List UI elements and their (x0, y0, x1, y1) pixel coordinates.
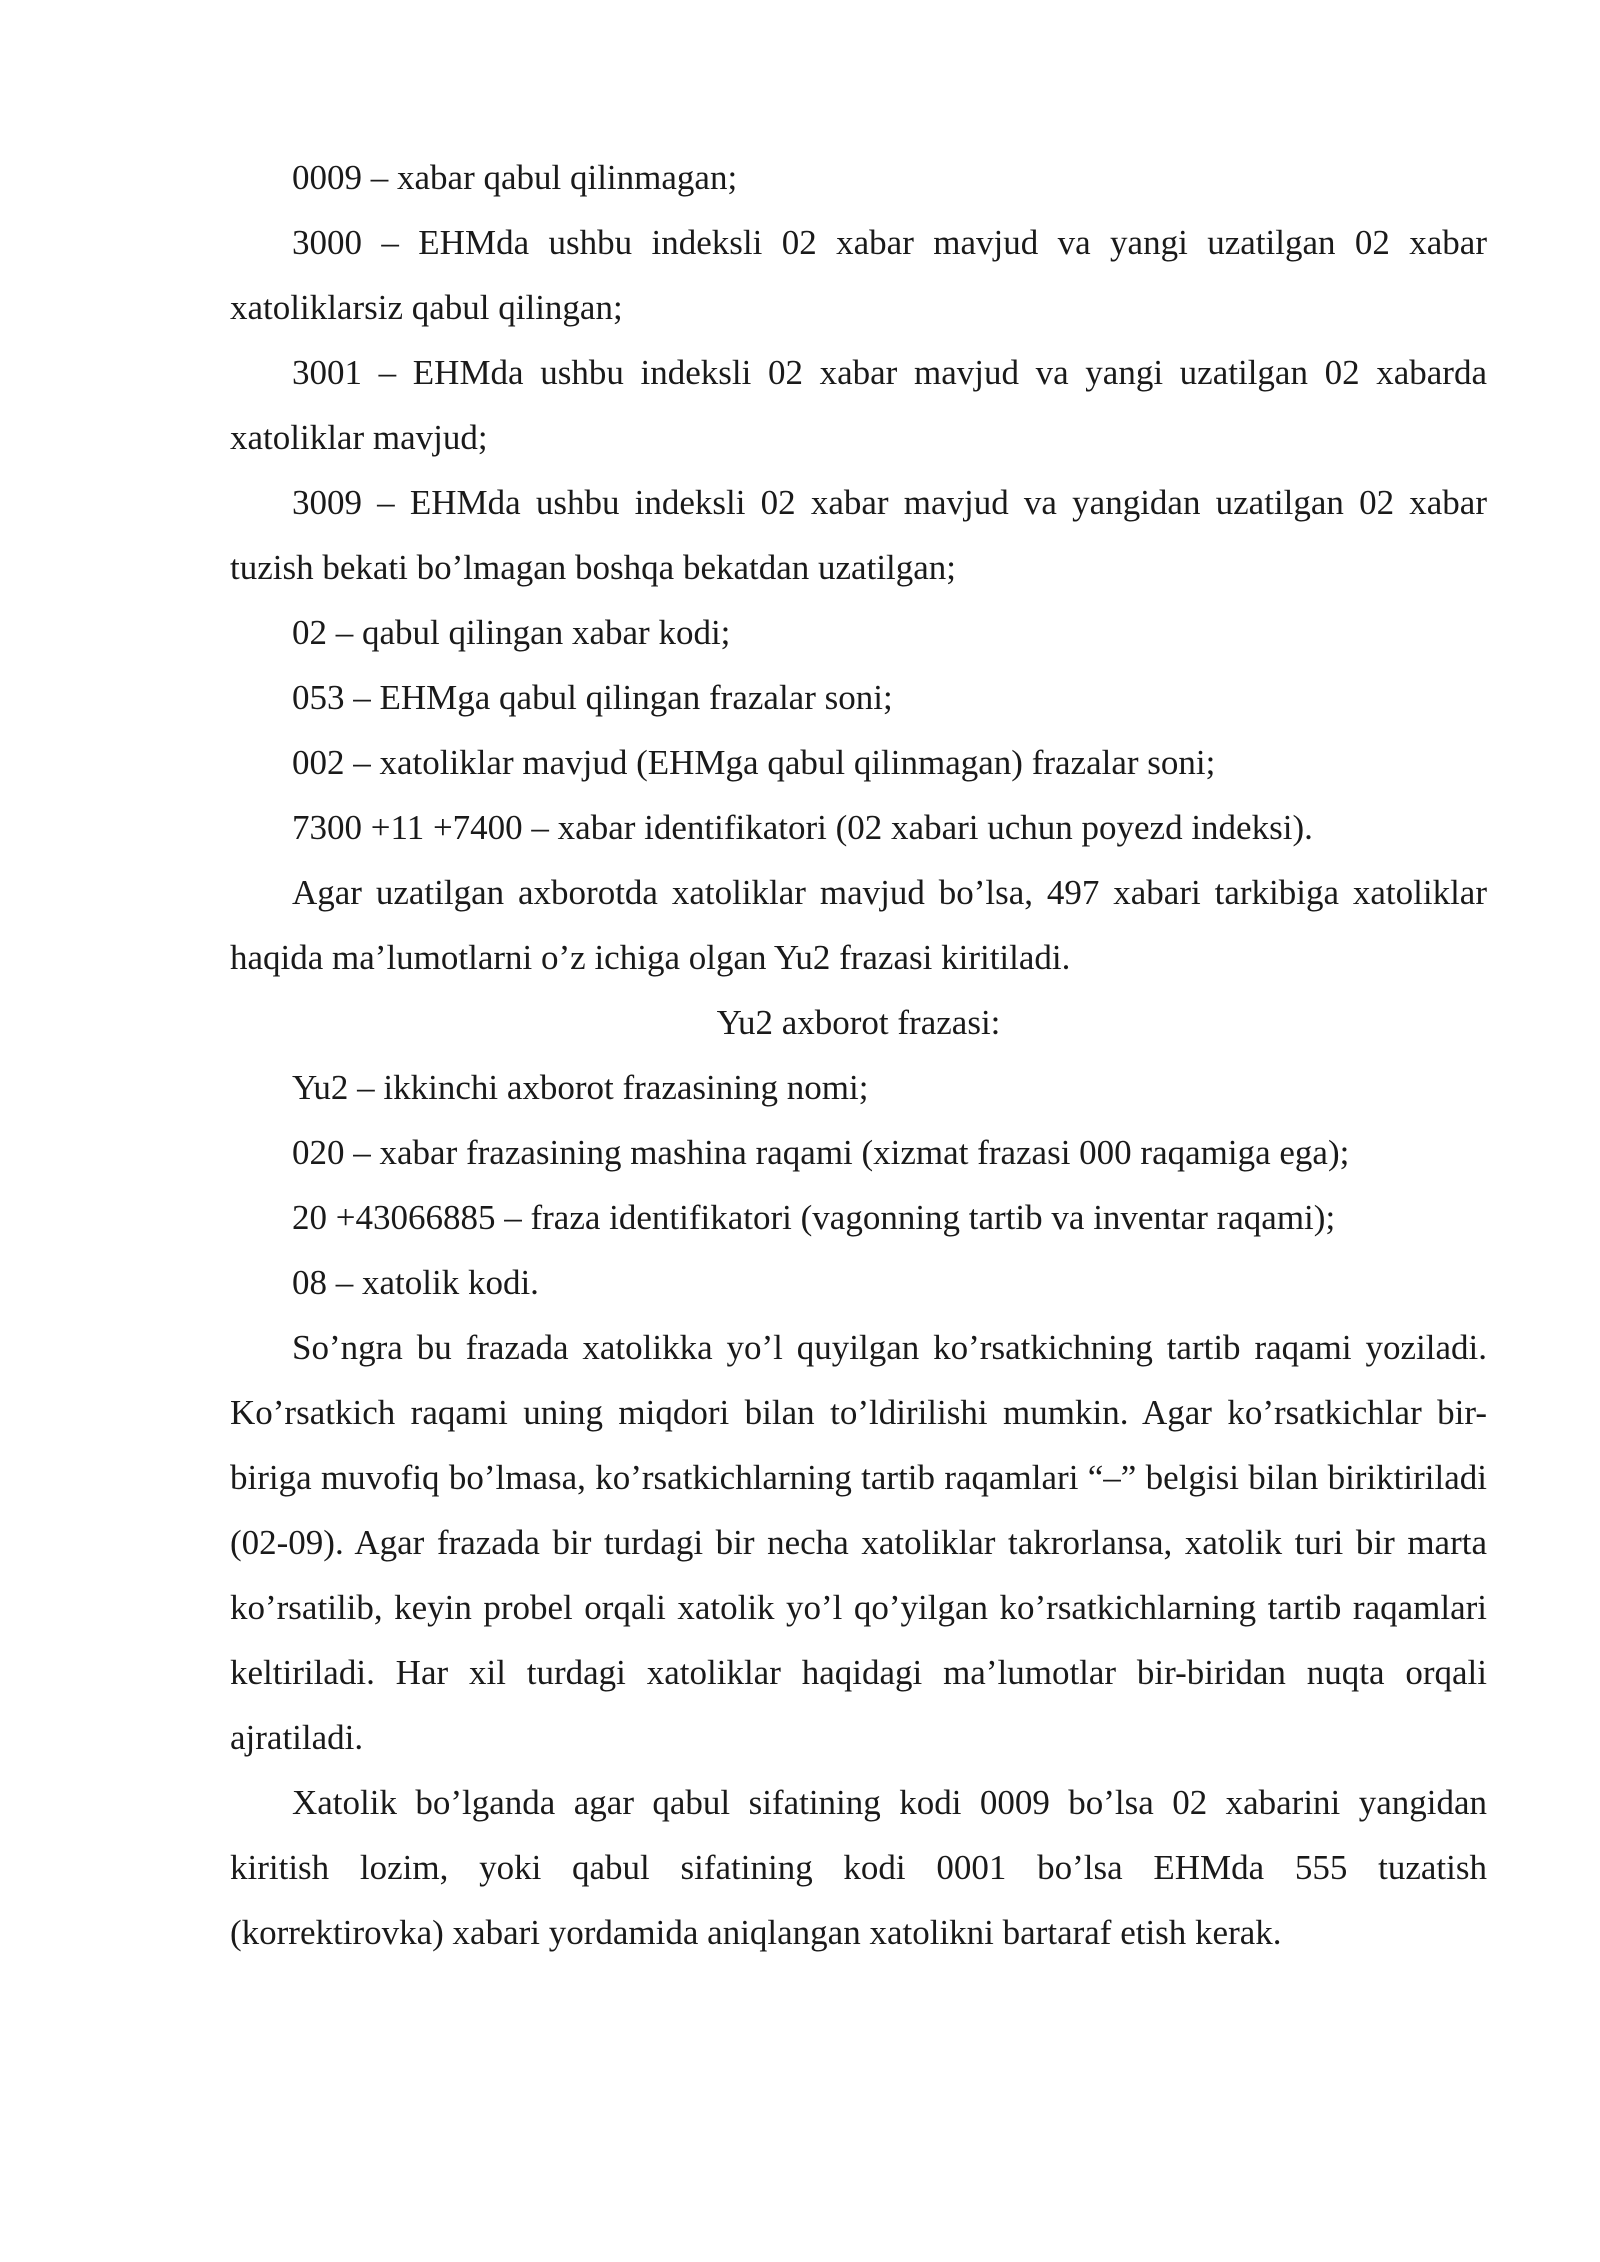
code-02-line: 02 – qabul qilingan xabar kodi; (292, 613, 731, 652)
error-description-paragraph: So’ngra bu frazada xatolikka yo’l quyilgan ko’rsatkichning tartib raqami yoziladi. Ko’rsatkich raqami uning miqdori bilan to’ldirilishi mumkin. Agar ko’rsatkichlar bir-biriga muvofiq bo’lmasa, ko’rsatkichlarning tartib raqamlari “–” belgisi bilan biriktiriladi (02-09). Agar frazada bir turdagi bir necha xatoliklar takrorlansa, xatolik turi bir marta ko’rsatilib, keyin probel orqali xatolik yo’l qo’yilgan ko’rsatkichlarning tartib raqamlari keltiriladi. Har xil turdagi xatoliklar haqidagi ma’lumotlar bir-biridan nuqta orqali ajratiladi. (230, 1328, 1487, 1757)
correction-paragraph: Xatolik bo’lganda agar qabul sifatining kodi 0009 bo’lsa 02 xabarini yangidan kiritish lozim, yoki qabul sifatining kodi 0001 bo’lsa EHMda 555 tuzatish (korrektirovka) xabari yordamida aniqlangan xatolikni bartaraf etish kerak. (230, 1783, 1487, 1952)
phrase-identifier-line: 20 +43066885 – fraza identifikatori (vagonning tartib va inventar raqami); (292, 1198, 1336, 1237)
error-code-line: 08 – xatolik kodi. (292, 1263, 539, 1302)
code-020-line: 020 – xabar frazasining mashina raqami (xizmat frazasi 000 raqamiga ega); (292, 1133, 1350, 1172)
code-3009-paragraph: 3009 – EHMda ushbu indeksli 02 xabar mavjud va yangidan uzatilgan 02 xabar tuzish bekati bo’lmagan boshqa bekatdan uzatilgan; (230, 483, 1487, 587)
document-body (230, 145, 1487, 1965)
code-3000-paragraph: 3000 – EHMda ushbu indeksli 02 xabar mavjud va yangi uzatilgan 02 xabar xatoliklarsiz qabul qilingan; (230, 223, 1487, 327)
code-3001-paragraph: 3001 – EHMda ushbu indeksli 02 xabar mavjud va yangi uzatilgan 02 xabarda xatoliklar mavjud; (230, 353, 1487, 457)
errors-info-paragraph: Agar uzatilgan axborotda xatoliklar mavjud bo’lsa, 497 xabari tarkibiga xatoliklar haqida ma’lumotlarni o’z ichiga olgan Yu2 frazasi kiritiladi. (230, 873, 1487, 977)
identifier-line: 7300 +11 +7400 – xabar identifikatori (02 xabari uchun poyezd indeksi). (292, 808, 1313, 847)
yu2-line: Yu2 – ikkinchi axborot frazasining nomi; (292, 1068, 869, 1107)
code-0009-line: 0009 – xabar qabul qilinmagan; (292, 158, 738, 197)
code-053-line: 053 – EHMga qabul qilingan frazalar soni; (292, 678, 893, 717)
code-002-line: 002 – xatoliklar mavjud (EHMga qabul qilinmagan) frazalar soni; (292, 743, 1216, 782)
section-heading: Yu2 axborot frazasi: (716, 1003, 1001, 1042)
